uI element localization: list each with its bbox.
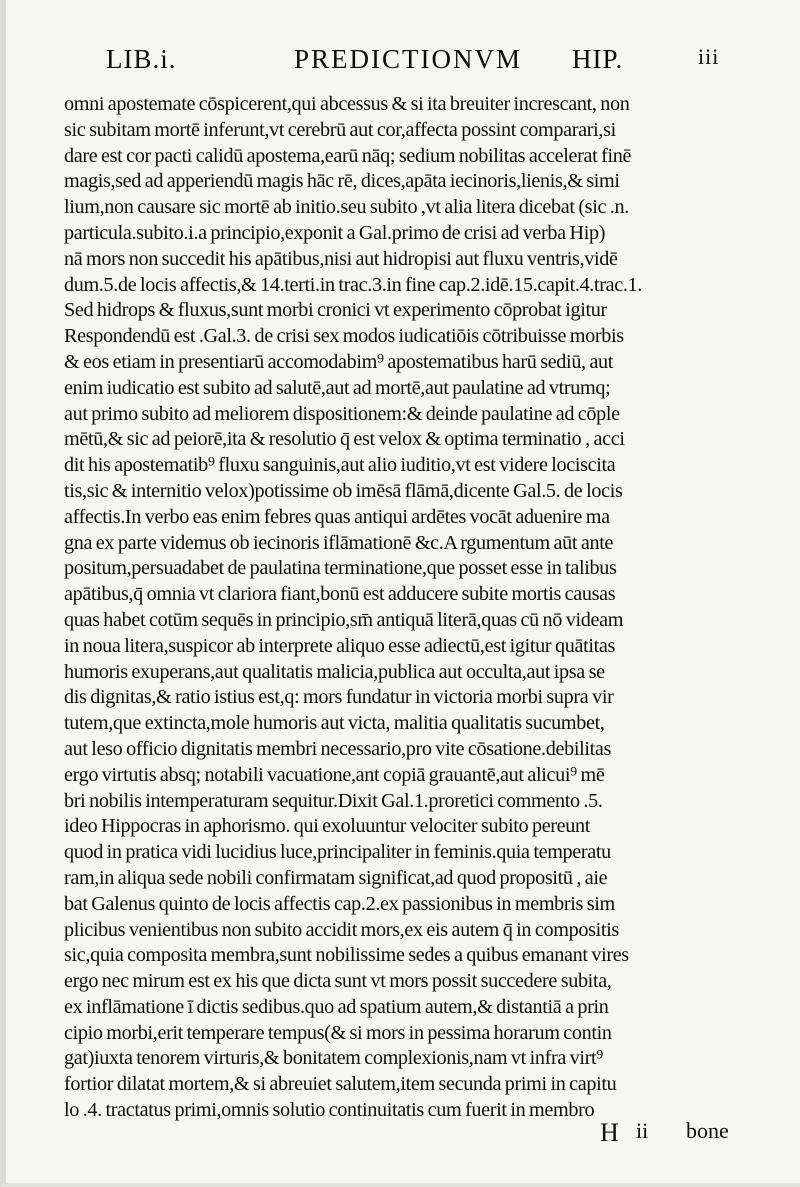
text-line: gat)iuxta tenorem virturis,& bonitatem complexionis,nam vt infra virt⁹: [64, 1047, 603, 1070]
text-line: sic subitam mortē inferunt,vt cerebrū aut cor,affecta possint comparari,si: [64, 118, 616, 141]
page-footer: [64, 1118, 740, 1154]
text-line: aut leso officio dignitatis membri necessario,pro vite cōsatione.debilitas: [64, 737, 611, 760]
text-line: & eos etiam in presentiarū accomodabim⁹ apostematibus harū sediū, aut: [64, 350, 614, 373]
book-number: LIB.i.: [106, 44, 177, 74]
body-text: [64, 92, 740, 1124]
text-line: dit his apostematib⁹ fluxu sanguinis,aut alio iuditio,vt est videre lociscita: [64, 454, 616, 477]
text-line: tis,sic & internitio velox)potissime ob imēsā flāmā,dicente Gal.5. de locis: [64, 479, 623, 502]
text-line: humoris exuperans,aut qualitatis malicia,publica aut occulta,aut ipsa se: [64, 660, 605, 683]
text-line: tutem,que extincta,mole humoris aut victa, malitia qualitatis sucumbet,: [64, 712, 605, 735]
text-line: lo .4. tractatus primi,omnis solutio continuitatis cum fuerit in membro: [64, 1099, 595, 1122]
catchword: bone: [686, 1118, 729, 1143]
signature-number: ii: [636, 1118, 649, 1143]
text-line: fortior dilatat mortem,& si abreuiet salutem,item secunda primi in capitu: [64, 1073, 617, 1096]
text-line: ideo Hippocras in aphorismo. qui exoluuntur velociter subito pereunt: [64, 815, 591, 838]
text-line: mētū,& sic ad peiorē,ita & resolutio q̄ est velox & optima terminatio , acci: [64, 428, 625, 451]
text-line: Respondendū est .Gal.3. de crisi sex modos iudicatiōis cōtribuisse morbis: [64, 325, 624, 348]
text-line: ergo nec mirum est ex his que dicta sunt vt mors possit succedere subita,: [64, 970, 612, 993]
text-line: dum.5.de locis affectis,& 14.terti.in trac.3.in fine cap.2.idē.15.capit.4.trac.1.: [64, 273, 642, 296]
running-header: [98, 44, 730, 88]
folio-number: iii: [698, 44, 720, 69]
text-line: in noua litera,suspicor ab interprete aliquo esse adiectū,est igitur quātitas: [64, 634, 615, 657]
text-line: ex inflāmatione ī dictis sedibus.quo ad spatium autem,& distantiā a prin: [64, 995, 609, 1018]
text-line: cipio morbi,erit temperare tempus(& si mors in pessima horarum contin: [64, 1021, 612, 1044]
text-line: quod in pratica vidi lucidius luce,principaliter in feminis.quia temperatu: [64, 841, 611, 864]
text-line: lium,non causare sic mortē ab initio.seu subito ,vt alia litera dicebat (sic .n.: [64, 196, 629, 219]
text-line: ram,in aliqua sede nobili confirmatam significat,ad quod propositū , aie: [64, 866, 608, 889]
signature-letter: H: [600, 1118, 619, 1147]
text-line: particula.subito.i.a principio,exponit a Gal.primo de crisi ad verba Hip): [64, 221, 606, 244]
running-title: PREDICTIONVM: [294, 44, 523, 74]
text-line: magis,sed ad apperiendū magis hāc rē, dices,apāta iecinoris,lienis,& simi: [64, 170, 620, 193]
text-line: enim iudicatio est subito ad salutē,aut ad mortē,aut paulatine ad vtrumq;: [64, 376, 611, 399]
text-line: quas habet cotūm sequēs in principio,sm̄ antiquā literā,quas cū nō videam: [64, 608, 624, 631]
author-abbreviation: HIP.: [572, 44, 624, 74]
text-line: sic,quia composita membra,sunt nobilissime sedes a quibus emanant vires: [64, 944, 629, 967]
text-line: ergo virtutis absq; notabili vacuatione,ant copiā grauantē,aut alicui⁹ mē: [64, 763, 605, 786]
text-line: Sed hidrops & fluxus,sunt morbi cronici vt experimento cōprobat igitur: [64, 299, 607, 322]
text-line: bat Galenus quinto de locis affectis cap.2.ex passionibus in membris sim: [64, 892, 615, 915]
text-line: omni apostemate cōspicerent,qui abcessus & si ita breuiter increscant, non: [64, 93, 630, 115]
text-line: aut primo subito ad meliorem dispositionem:& deinde paulatine ad cōple: [64, 402, 620, 425]
text-line: dis dignitas,& ratio istius est,q: mors fundatur in victoria morbi supra vir: [64, 686, 614, 709]
text-line: dare est cor pacti calidū apostema,earū nāq; sedium nobilitas accelerat finē: [64, 144, 632, 167]
text-line: affectis.In verbo eas enim febres quas antiqui ardētes vocāt aduenire ma: [64, 505, 610, 528]
text-line: apātibus,q̄ omnia vt clariora fiant,bonū est adducere subite mortis causas: [64, 583, 616, 606]
text-line: bri nobilis intemperaturam sequitur.Dixit Gal.1.proretici commento .5.: [64, 789, 603, 812]
text-line: gna ex parte videmus ob iecinoris iflāmationē &c.A rgumentum aūt ante: [64, 531, 614, 554]
text-line: positum,persuadabet de paulatina terminatione,que posset esse in talibus: [64, 557, 617, 580]
text-line: nā mors non succedit his apātibus,nisi aut hidropisi aut fluxu ventris,vidē: [64, 247, 618, 270]
text-line: plicibus venientibus non subito accidit mors,ex eis autem q̄ in compositis: [64, 918, 619, 941]
